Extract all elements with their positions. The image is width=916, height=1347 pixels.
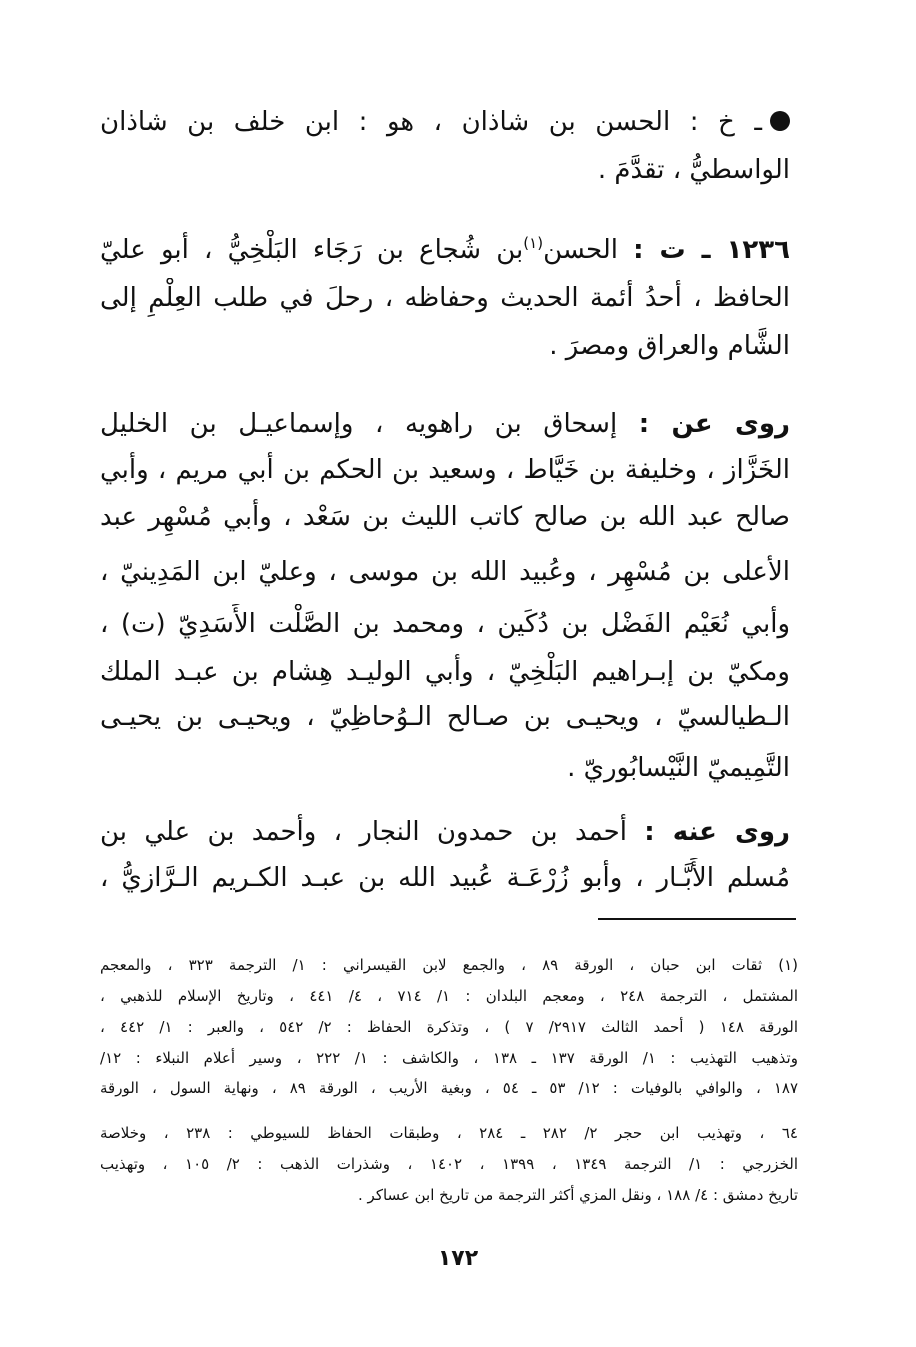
bullet-icon [770,111,790,131]
footnote-line: الخزرجي : ١/ الترجمة ١٣٤٩ ، ١٣٩٩ ، ١٤٠٢ ، وشذرات الذهب : ٢/ ١٠٥ ، وتهذيب [100,1155,798,1173]
entry-name-part-1: الحسن [543,235,618,265]
narrated-by-line-1 [100,812,790,852]
narrated-from-line-3: صالح عبد الله بن صالح كاتب الليث بن سَعْد ، وأبي مُسْهِر عبد [100,502,790,532]
footnote-separator [598,918,796,920]
footnote-line: وتذهيب التهذيب : ١/ الورقة ١٣٧ ـ ١٣٨ ، والكاشف : ١/ ٢٢٢ ، وسير أعلام النبلاء : ١٢/ [100,1049,798,1067]
footnote-reference: (١) [523,234,544,252]
page-number: ١٧٢ [437,1246,479,1271]
footnote-line: المشتمل ، الترجمة ٢٤٨ ، ومعجم البلدان : ١/ ٧١٤ ، ٤/ ٤٤١ ، وتاريخ الإسلام للذهبي ، [100,987,798,1005]
entry-line-2: الحافظ ، أحدُ أئمة الحديث وحفاظه ، رحلَ في طلب العِلْمِ إلى [100,283,790,313]
narrated-from-line-1 [100,404,790,444]
narrated-from-label: روى عن : [638,409,790,439]
cross-reference-text: ـ خ : الحسن بن شاذان ، هو : ابن خلف بن شاذان [100,107,762,137]
narrated-from-line-8: التَّمِيميّ النَّيْسابُوريّ . [567,753,790,783]
entry-heading-line [100,230,790,270]
entry-line-3: الشَّام والعراق ومصرَ . [549,331,790,361]
entry-number: ١٢٣٦ ـ ت : [633,235,790,265]
footnote-line: (١) ثقات ابن حبان ، الورقة ٨٩ ، والجمع لابن القيسراني : ١/ الترجمة ٣٢٣ ، والمعجم [100,956,798,974]
narrated-from-line-5: وأبي نُعَيْم الفَضْل بن دُكَين ، ومحمد بن الصَّلْت الأَسَدِيّ (ت) ، [100,609,790,639]
narrated-from-text-1: إسحاق بن راهويه ، وإسماعيـل بن الخليل [100,409,618,439]
narrated-by-text-1: أحمد بن حمدون النجار ، وأحمد بن علي بن [100,817,627,847]
narrated-from-line-4: الأعلى بن مُسْهِر ، وعُبيد الله بن موسى ، وعليّ ابن المَدِينيّ ، [100,557,790,587]
narrated-from-line-7: الـطيالسيّ ، ويحيـى بن صـالح الـوُحاظِيّ ، ويحيـى بن يحيـى [100,702,790,732]
footnote-line: ١٨٧ ، والوافي بالوفيات : ١٢/ ٥٣ ـ ٥٤ ، وبغية الأريب ، الورقة ٨٩ ، ونهاية السول ، الورقة [100,1079,798,1097]
narrated-by-label: روى عنه : [644,817,790,847]
footnote-line: الورقة ١٤٨ ( أحمد الثالث ٢٩١٧/ ٧ ) ، وتذكرة الحفاظ : ٢/ ٥٤٢ ، والعبر : ١/ ٤٤٢ ، [100,1018,798,1036]
cross-reference-line-1 [100,102,790,142]
entry-name-part-2: بن شُجاع بن رَجَاء البَلْخِيُّ ، أبو عليّ [100,235,524,265]
narrated-from-line-2: الخَزَّاز ، وخليفة بن خَيَّاط ، وسعيد بن الحكم بن أبي مريم ، وأبي [100,455,790,485]
cross-reference-line-2: الواسطيُّ ، تقدَّمَ . [597,155,790,185]
footnote-line: تاريخ دمشق : ٤/ ١٨٨ ، ونقل المزي أكثر الترجمة من تاريخ ابن عساكر . [358,1186,798,1204]
narrated-by-line-2: مُسلم الأَبَّـار ، وأبو زُرْعَـة عُبيد الله بن عبـد الكـريم الـرَّازيُّ ، [100,863,790,893]
footnote-line: ٦٤ ، وتهذيب ابن حجر ٢/ ٢٨٢ ـ ٢٨٤ ، وطبقات الحفاظ للسيوطي : ٢٣٨ ، وخلاصة [100,1124,798,1142]
narrated-from-line-6: ومكيّ بن إبـراهيم البَلْخِيّ ، وأبي الوليـد هِشام بن عبـد الملك [100,657,790,687]
